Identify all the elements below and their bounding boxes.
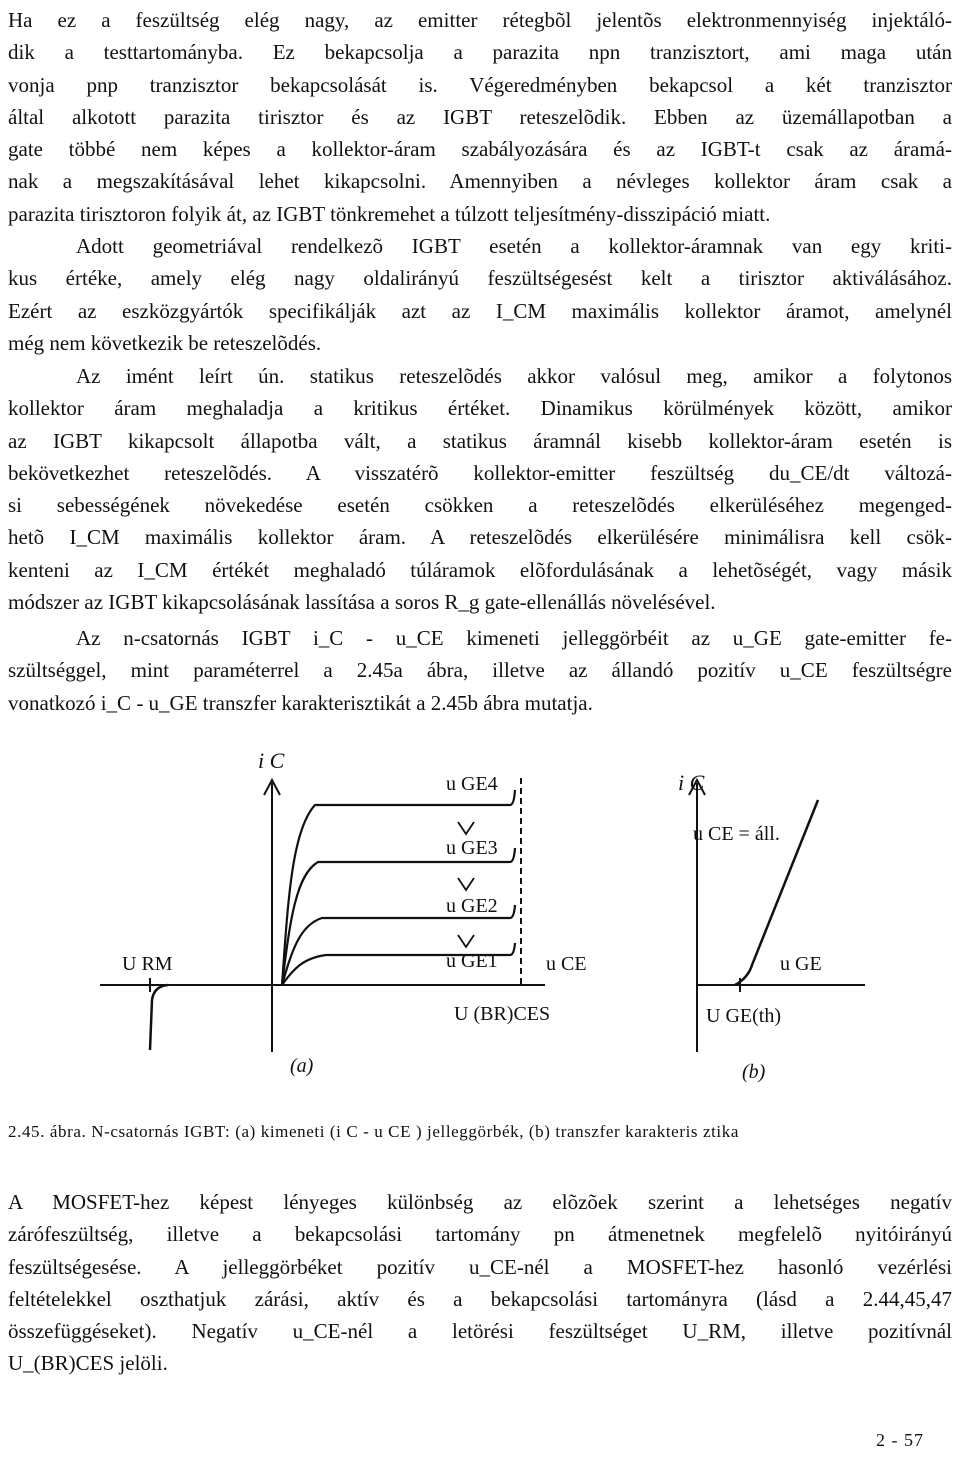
fig-a-urm-label: U RM: [122, 953, 173, 975]
fig-a-ubr-label: U (BR)CES: [454, 1003, 551, 1025]
fig-b-condition: u CE = áll.: [693, 823, 780, 845]
text-line: az IGBT kikapcsolt állapotba vált, a statikus áramnál kisebb kollektor-áram esetén is: [8, 428, 952, 453]
fig-a-uge4-label: u GE4: [446, 773, 498, 795]
paragraph-latchup-intro: [8, 4, 952, 230]
paragraph-critical-current: [8, 230, 952, 359]
text-line: vonja pnp tranzisztor bekapcsolását is. Végeredményben bekapcsol a két tranzisztor: [8, 72, 952, 97]
fig-a-sub-label: (a): [290, 1055, 314, 1077]
fig-a-y-label: i C: [258, 748, 285, 773]
chevron-down-icon: [458, 935, 474, 947]
fig-a-uge3-label: u GE3: [446, 837, 498, 859]
text-line: vonatkozó i_C - u_GE transzfer karakterisztikát a 2.45b ábra mutatja.: [8, 690, 593, 715]
fig-b-sub-label: (b): [742, 1061, 766, 1083]
text-line: által alkotott parazita tirisztor és az IGBT reteszelõdik. Ebben az üzemállapotban a: [8, 104, 952, 129]
paragraph-mosfet-comparison: [8, 1186, 952, 1380]
figure-a-output-characteristics: [100, 748, 587, 1077]
text-line: bekövetkezhet reteszelõdés. A visszatérõ kollektor-emitter feszültség du_CE/dt változá-: [8, 460, 952, 485]
figure-2-45: [0, 730, 960, 1110]
text-line: összefüggéseket). Negatív u_CE-nél a letörési feszültséget U_RM, illetve pozitívnál: [8, 1319, 952, 1344]
text-line: kenteni az I_CM értékét meghaladó túláramok elõfordulásának a lehetõségét, vagy másik: [8, 557, 952, 582]
text-line: nak a megszakításával lehet kikapcsolni. Amennyiben a névleges kollektor áram csak a: [8, 169, 952, 194]
text-line: gate többé nem képes a kollektor-áram szabályozására és az IGBT-t csak az áramá-: [8, 137, 952, 162]
fig-a-uge2-label: u GE2: [446, 895, 498, 917]
paragraph-static-dynamic-latch: [8, 360, 952, 618]
figure-b-transfer-characteristic: [678, 770, 865, 1083]
chevron-down-icon: [458, 878, 474, 890]
text-line: si sebességének növekedése esetén csökken a reteszelõdés elkerüléséhez megenged-: [8, 493, 952, 518]
fig-b-x-label: u GE: [780, 953, 822, 975]
text-line: Ezért az eszközgyártók specifikálják azt az I_CM maximális kollektor áramot, amelynél: [8, 298, 952, 323]
text-line: még nem következik be reteszelõdés.: [8, 330, 322, 355]
curve-uge2: [282, 905, 515, 985]
text-line: Adott geometriával rendelkezõ IGBT esetén a kollektor-áramnak van egy kriti-: [76, 234, 952, 258]
text-line: A MOSFET-hez képest lényeges különbség az elõzõek szerint a lehetséges negatív: [8, 1190, 952, 1214]
chevron-down-icon: [458, 822, 474, 834]
figure-caption: 2.45. ábra. N-csatornás IGBT: (a) kimeneti (i C - u CE ) jelleggörbék, (b) transzfer karakteris ztika: [8, 1122, 740, 1141]
text-line: U_(BR)CES jelöli.: [8, 1351, 168, 1376]
text-line: feltételekkel oszthatjuk zárási, aktív és a bekapcsolási tartományra (lásd a 2.44,45,47: [8, 1286, 952, 1311]
text-line: parazita tirisztoron folyik át, az IGBT tönkremehet a túlzott teljesítmény-disszipáció miatt.: [8, 201, 771, 226]
text-line: Az imént leírt ún. statikus reteszelõdés akkor valósul meg, amikor a folytonos: [76, 364, 952, 388]
text-line: zárófeszültség, illetve a bekapcsolási tartomány pn átmenetnek megfelelõ nyitóirányú: [8, 1222, 952, 1247]
text-line: kus értéke, amely elég nagy oldalirányú feszültségesést kelt a tirisztor aktiválásához.: [8, 266, 952, 291]
fig-a-x-label: u CE: [546, 953, 587, 975]
fig-a-uge1-label: u GE1: [446, 950, 498, 972]
text-line: Ha ez a feszültség elég nagy, az emitter rétegbõl jelentõs elektronmennyiség injektáló-: [8, 8, 952, 32]
text-line: feszültségesése. A jelleggörbéket pozitív u_CE-nél a MOSFET-hez hasonló vezérlési: [8, 1254, 952, 1279]
text-line: hetõ I_CM maximális kollektor áram. A reteszelõdés elkerülésére minimálisra kell csök-: [8, 525, 952, 550]
page-number: 2 - 57: [876, 1430, 924, 1450]
text-line: szültséggel, mint paraméterrel a 2.45a ábra, illetve az állandó pozitív u_CE feszültségre: [8, 658, 952, 683]
text-line: Az n-csatornás IGBT i_C - u_CE kimeneti jelleggörbéit az u_GE gate-emitter fe-: [76, 626, 952, 650]
text-line: dik a testtartományba. Ez bekapcsolja a parazita npn tranzisztort, ami maga után: [8, 40, 952, 65]
fig-b-uth-label: U GE(th): [706, 1005, 781, 1027]
fig-b-y-label: i C: [678, 770, 705, 795]
paragraph-figure-reference: [8, 622, 952, 719]
text-line: kollektor áram meghaladja a kritikus értéket. Dinamikus körülmények között, amikor: [8, 396, 952, 421]
text-line: módszer az IGBT kikapcsolásának lassítása a soros R_g gate-ellenállás növelésével.: [8, 590, 716, 615]
reverse-breakdown-curve: [150, 985, 168, 1050]
